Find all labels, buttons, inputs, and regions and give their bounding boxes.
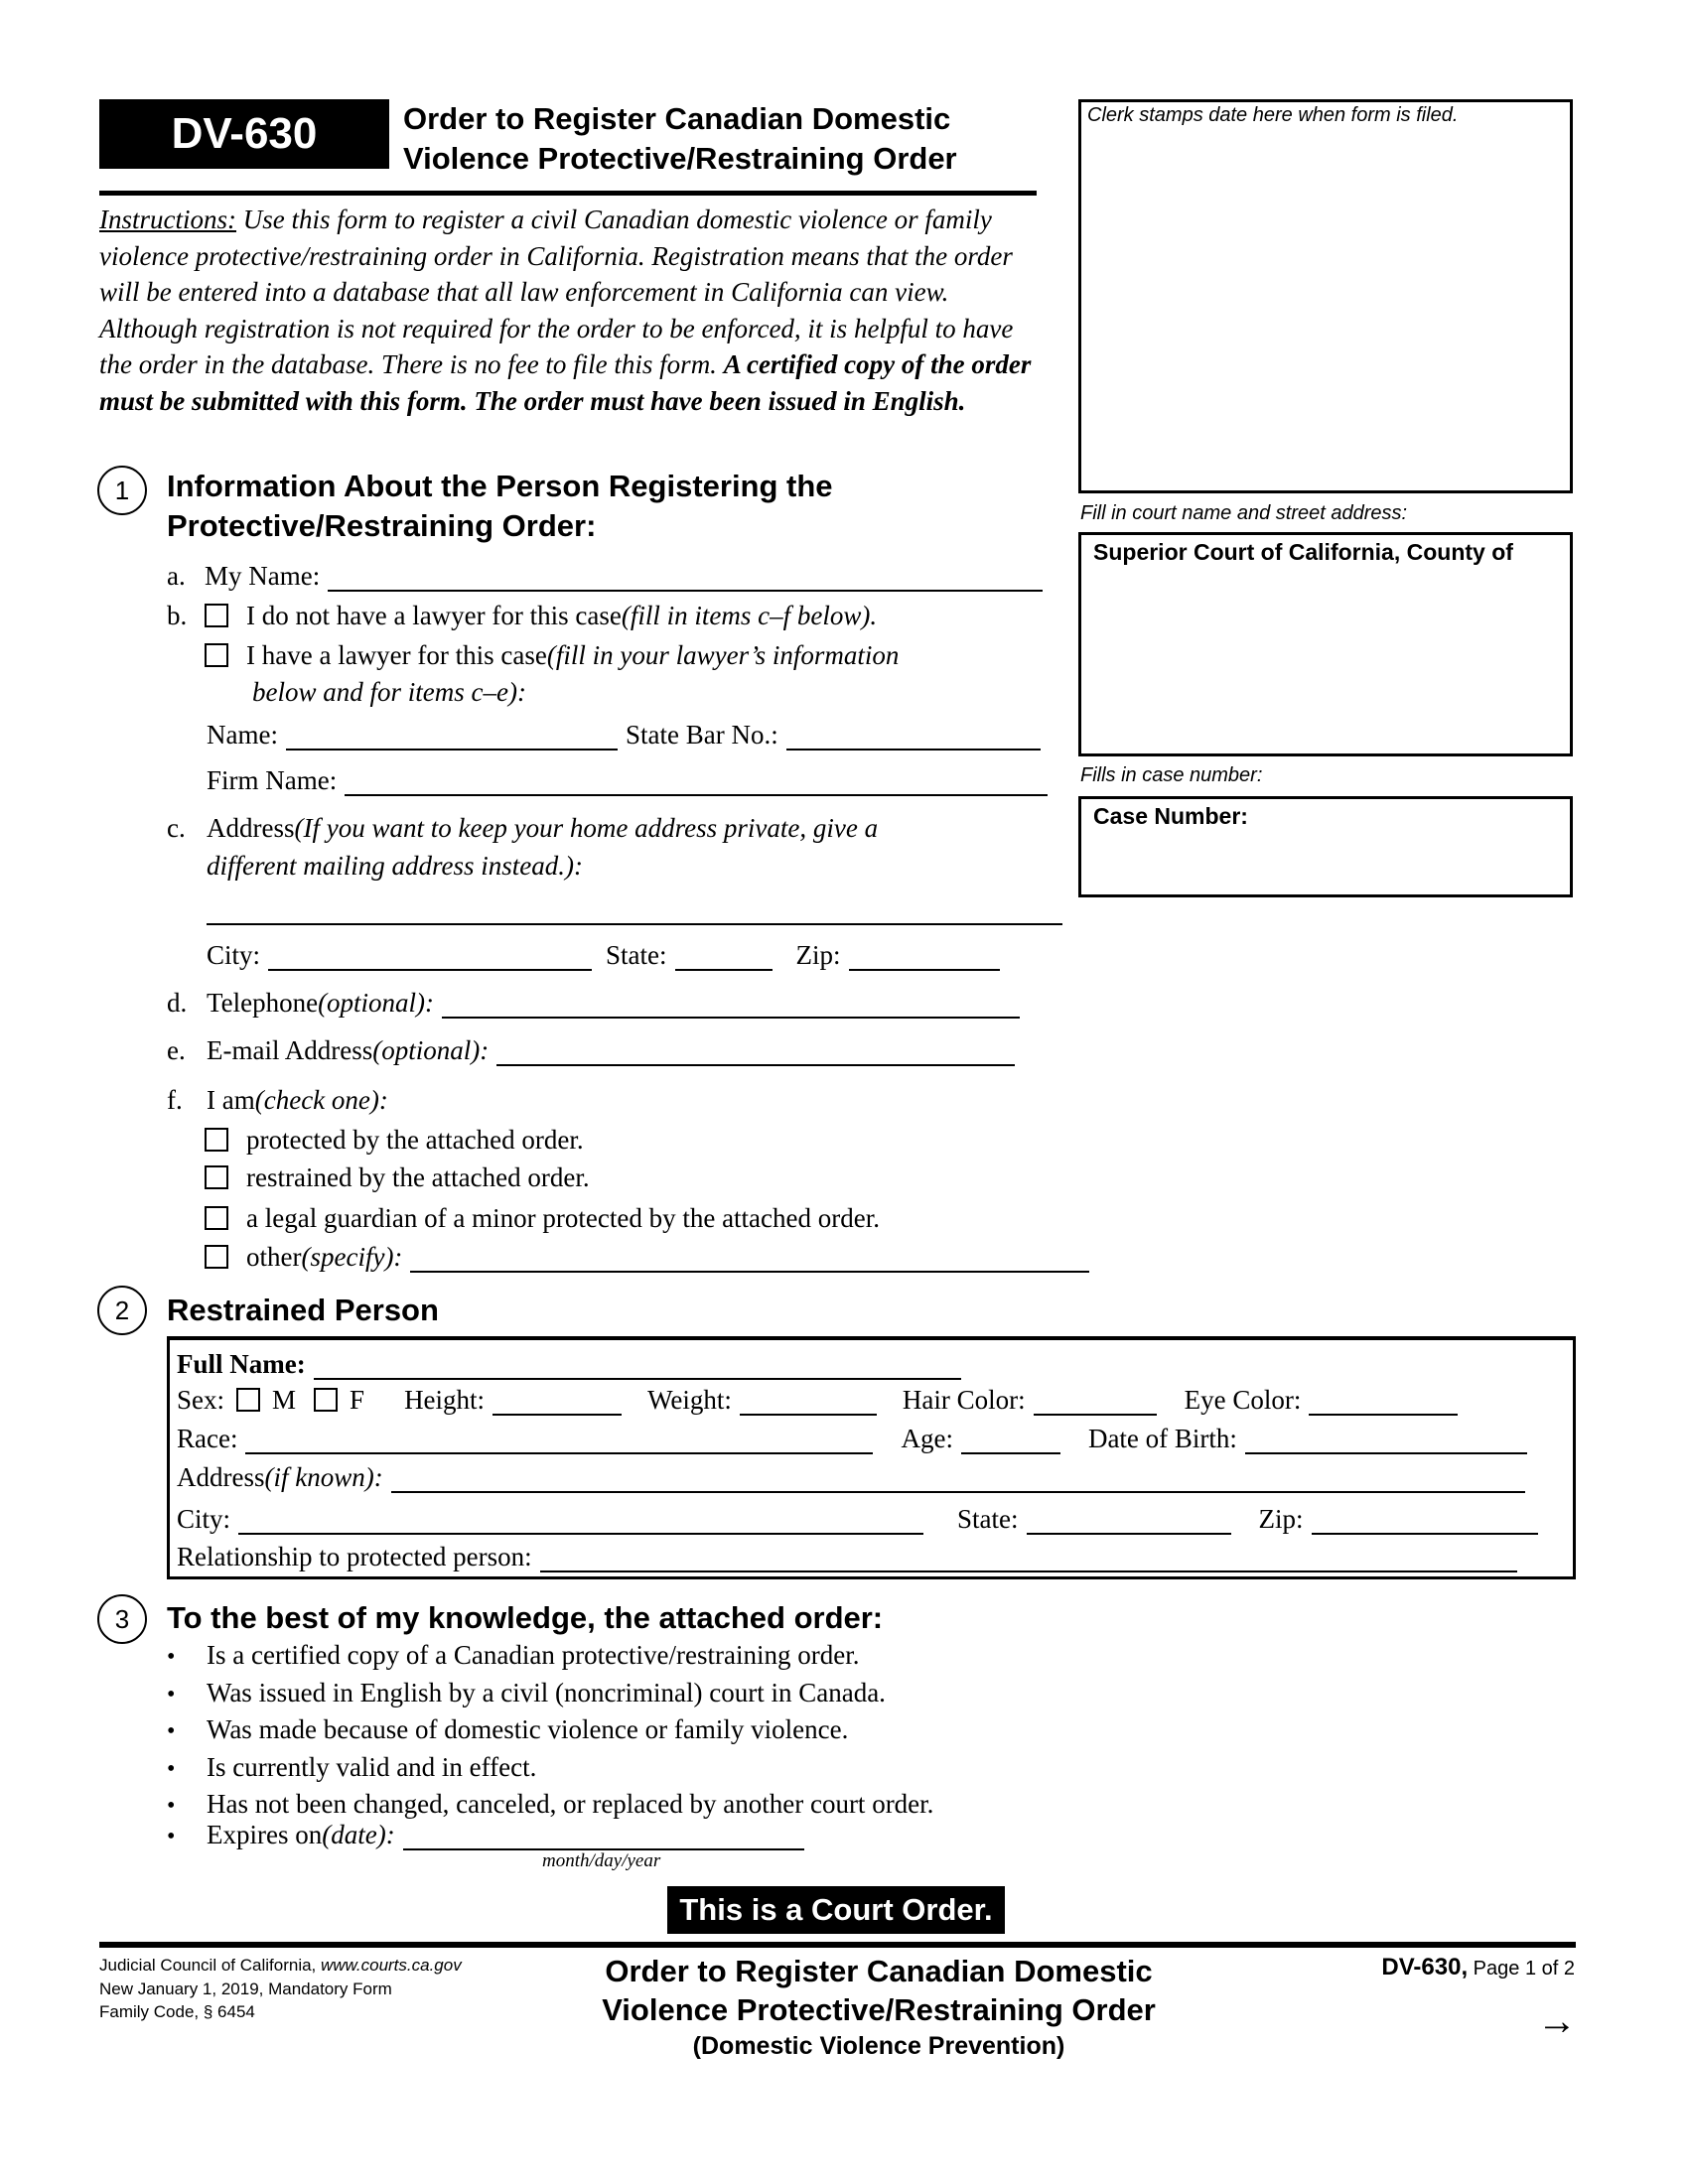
item-e: e.: [167, 1035, 186, 1065]
relationship-field[interactable]: [540, 1543, 1517, 1572]
race-field[interactable]: [245, 1425, 873, 1454]
race-row: [177, 1419, 1527, 1454]
item-a: a.: [167, 561, 186, 591]
relationship-label: Relationship to protected person:: [177, 1542, 532, 1571]
instructions-bold: A certified copy of the order must be submitted with this form. The order must have been issued in English.: [99, 349, 1032, 416]
dob-label: Date of Birth:: [1087, 1424, 1237, 1453]
sex-f-label: F: [350, 1385, 365, 1415]
rp-zip-label: Zip:: [1258, 1504, 1304, 1534]
firm-name-label: Firm Name:: [207, 765, 338, 795]
eye-color-label: Eye Color:: [1184, 1385, 1302, 1415]
my-name-field[interactable]: [328, 562, 1043, 592]
zip-label: Zip:: [795, 940, 841, 970]
section-3-number: 3: [97, 1594, 147, 1644]
email-label: E-mail Address: [207, 1035, 373, 1065]
footer-form-id: DV-630,: [1381, 1954, 1469, 1980]
lawyer-name-row: [207, 715, 1041, 751]
restrained-label: restrained by the attached order.: [246, 1162, 590, 1192]
form-id-badge: DV-630: [99, 99, 389, 169]
footer-title-line2: Violence Protective/Restraining Order: [602, 1992, 1156, 2027]
race-label: Race:: [177, 1424, 238, 1453]
no-lawyer-checkbox[interactable]: [205, 604, 228, 627]
rp-state-field[interactable]: [1027, 1505, 1231, 1535]
section-3-title: To the best of my knowledge, the attached order:: [167, 1600, 884, 1635]
no-lawyer-row: [167, 596, 877, 631]
i-am-row: [167, 1080, 388, 1116]
rp-city-field[interactable]: [238, 1505, 923, 1535]
sex-label: Sex:: [177, 1385, 225, 1415]
footer-page: [1381, 1954, 1575, 1981]
address-row: [167, 808, 878, 844]
item-d: d.: [167, 988, 188, 1018]
city-label: City:: [207, 940, 261, 970]
no-lawyer-note: (fill in items c–f below).: [621, 601, 878, 630]
city-field[interactable]: [268, 941, 592, 971]
clerk-stamp-label: Clerk stamps date here when form is filed.: [1087, 104, 1459, 126]
form-title-line1: Order to Register Canadian Domestic: [403, 101, 951, 136]
rp-address-row: [177, 1457, 1525, 1493]
item-b: b.: [167, 601, 188, 630]
sex-m-label: M: [272, 1385, 297, 1415]
instructions-text: Use this form to register a civil Canadian domestic violence or family violence protective/restraining order in California. Registration means that the order will be entered into a database that all law enforcement in California can view. Although registration is not required for the order to be enforced, it is helpful to have the order in the database. There is no fee to file this form.: [99, 205, 1014, 379]
dob-field[interactable]: [1245, 1425, 1527, 1454]
other-note: (specify):: [301, 1242, 403, 1272]
state-label: State:: [606, 940, 667, 970]
expires-row: [167, 1815, 804, 1850]
option-protected: [205, 1120, 584, 1156]
list-item: • Is a certified copy of a Canadian protective/restraining order.: [167, 1638, 933, 1676]
restrained-checkbox[interactable]: [205, 1165, 228, 1189]
form-title-line2: Violence Protective/Restraining Order: [403, 141, 957, 176]
state-bar-field[interactable]: [786, 721, 1041, 751]
case-number-value: Case Number:: [1093, 803, 1248, 829]
telephone-row: [167, 983, 1020, 1019]
footer-website: www.courts.ca.gov: [321, 1956, 462, 1975]
lawyer-name-label: Name:: [207, 720, 278, 750]
no-lawyer-label: I do not have a lawyer for this case: [246, 601, 622, 630]
footer-title: [556, 1952, 1201, 2063]
expires-date-field[interactable]: [403, 1821, 804, 1850]
header-rule: [99, 191, 1037, 196]
item-f: f.: [167, 1085, 183, 1115]
court-name-box[interactable]: [1078, 532, 1573, 756]
has-lawyer-note-2: below and for items c–e):: [252, 677, 526, 707]
instructions: [99, 202, 1053, 419]
relationship-row: [177, 1537, 1517, 1572]
protected-label: protected by the attached order.: [246, 1125, 584, 1155]
eye-color-field[interactable]: [1309, 1386, 1458, 1416]
guardian-checkbox[interactable]: [205, 1206, 228, 1230]
telephone-note: (optional):: [318, 988, 435, 1018]
my-name-row: [167, 556, 1043, 592]
address-label: Address: [207, 813, 295, 843]
i-am-label: I am: [207, 1085, 255, 1115]
has-lawyer-row: [205, 635, 899, 671]
item-c: c.: [167, 813, 186, 843]
case-number-label: Fills in case number:: [1080, 764, 1263, 786]
guardian-label: a legal guardian of a minor protected by the attached order.: [246, 1203, 880, 1233]
age-field[interactable]: [961, 1425, 1060, 1454]
i-am-note: (check one):: [254, 1085, 388, 1115]
order-conditions-list: [167, 1638, 933, 1825]
weight-field[interactable]: [740, 1386, 877, 1416]
next-page-arrow-icon: →: [1537, 1998, 1577, 2043]
bullet: •: [167, 1824, 176, 1849]
expires-label: Expires on: [207, 1820, 323, 1849]
rp-state-label: State:: [957, 1504, 1019, 1534]
instructions-label: Instructions:: [99, 205, 236, 234]
sex-row: [177, 1380, 1458, 1416]
email-note: (optional):: [372, 1035, 490, 1065]
address-field[interactable]: [207, 923, 1062, 925]
firm-row: [207, 760, 1048, 796]
email-row: [167, 1030, 1015, 1066]
age-label: Age:: [901, 1424, 953, 1453]
option-restrained: [205, 1158, 590, 1193]
other-field[interactable]: [410, 1243, 1089, 1273]
telephone-field[interactable]: [442, 989, 1020, 1019]
court-name-label: Fill in court name and street address:: [1080, 502, 1408, 524]
state-field[interactable]: [675, 941, 773, 971]
section-1-number: 1: [97, 466, 147, 515]
has-lawyer-checkbox[interactable]: [205, 643, 228, 667]
weight-label: Weight:: [647, 1385, 732, 1415]
court-name-value: Superior Court of California, County of: [1093, 539, 1513, 565]
city-row: [207, 935, 1000, 971]
footer-page-number: Page 1 of 2: [1468, 1958, 1575, 1979]
list-item: • Was issued in English by a civil (noncriminal) court in Canada.: [167, 1676, 933, 1713]
rp-zip-field[interactable]: [1312, 1505, 1538, 1535]
footer-publisher: Judicial Council of California,: [99, 1956, 321, 1975]
section-1-title-line1: Information About the Person Registering the: [167, 469, 833, 503]
zip-field[interactable]: [849, 941, 1000, 971]
full-name-row: [177, 1344, 961, 1380]
height-field[interactable]: [492, 1386, 622, 1416]
has-lawyer-label: I have a lawyer for this case: [246, 640, 547, 670]
rp-city-label: City:: [177, 1504, 231, 1534]
list-item: • Was made because of domestic violence or family violence.: [167, 1712, 933, 1750]
court-order-banner: This is a Court Order.: [667, 1886, 1005, 1934]
rp-address-field[interactable]: [391, 1463, 1525, 1493]
email-field[interactable]: [496, 1036, 1015, 1066]
section-2-title: Restrained Person: [167, 1293, 439, 1327]
other-label: other: [246, 1242, 302, 1272]
clerk-stamp-box: [1078, 99, 1573, 493]
rp-address-label: Address: [177, 1462, 265, 1492]
rp-city-row: [177, 1499, 1538, 1535]
lawyer-name-field[interactable]: [286, 721, 618, 751]
state-bar-label: State Bar No.:: [625, 720, 778, 750]
full-name-label: Full Name:: [177, 1349, 306, 1379]
list-item: • Is currently valid and in effect.: [167, 1750, 933, 1788]
option-guardian: [205, 1198, 880, 1234]
rp-address-note: (if known):: [264, 1462, 383, 1492]
other-checkbox[interactable]: [205, 1245, 228, 1269]
section-2-number: 2: [97, 1286, 147, 1335]
section-1-title-line2: Protective/Restraining Order:: [167, 508, 597, 543]
footer-date: New January 1, 2019, Mandatory Form: [99, 1979, 392, 1998]
telephone-label: Telephone: [207, 988, 319, 1018]
date-format-hint: month/day/year: [542, 1850, 661, 1871]
hair-color-label: Hair Color:: [902, 1385, 1026, 1415]
footer-rule: [99, 1942, 1576, 1948]
hair-color-field[interactable]: [1034, 1386, 1157, 1416]
footer-left: [99, 1954, 462, 2024]
address-note-2: different mailing address instead.):: [207, 851, 583, 881]
footer-subtitle: (Domestic Violence Prevention): [692, 2032, 1065, 2060]
my-name-label: My Name:: [205, 561, 321, 591]
sex-m-checkbox[interactable]: [236, 1388, 260, 1412]
expires-note: (date):: [322, 1820, 395, 1849]
has-lawyer-note: (fill in your lawyer’s information: [546, 640, 900, 670]
footer-code: Family Code, § 6454: [99, 2002, 255, 2021]
address-note: (If you want to keep your home address private, give a: [294, 813, 879, 843]
protected-checkbox[interactable]: [205, 1128, 228, 1152]
section-1-title: [167, 467, 833, 546]
case-number-box[interactable]: [1078, 796, 1573, 897]
list-item: • Has not been changed, canceled, or replaced by another court order.: [167, 1787, 933, 1825]
height-label: Height:: [404, 1385, 486, 1415]
firm-name-field[interactable]: [345, 766, 1048, 796]
footer-title-line1: Order to Register Canadian Domestic: [605, 1954, 1153, 1988]
sex-f-checkbox[interactable]: [314, 1388, 338, 1412]
option-other: [205, 1237, 1089, 1273]
full-name-field[interactable]: [314, 1342, 961, 1380]
